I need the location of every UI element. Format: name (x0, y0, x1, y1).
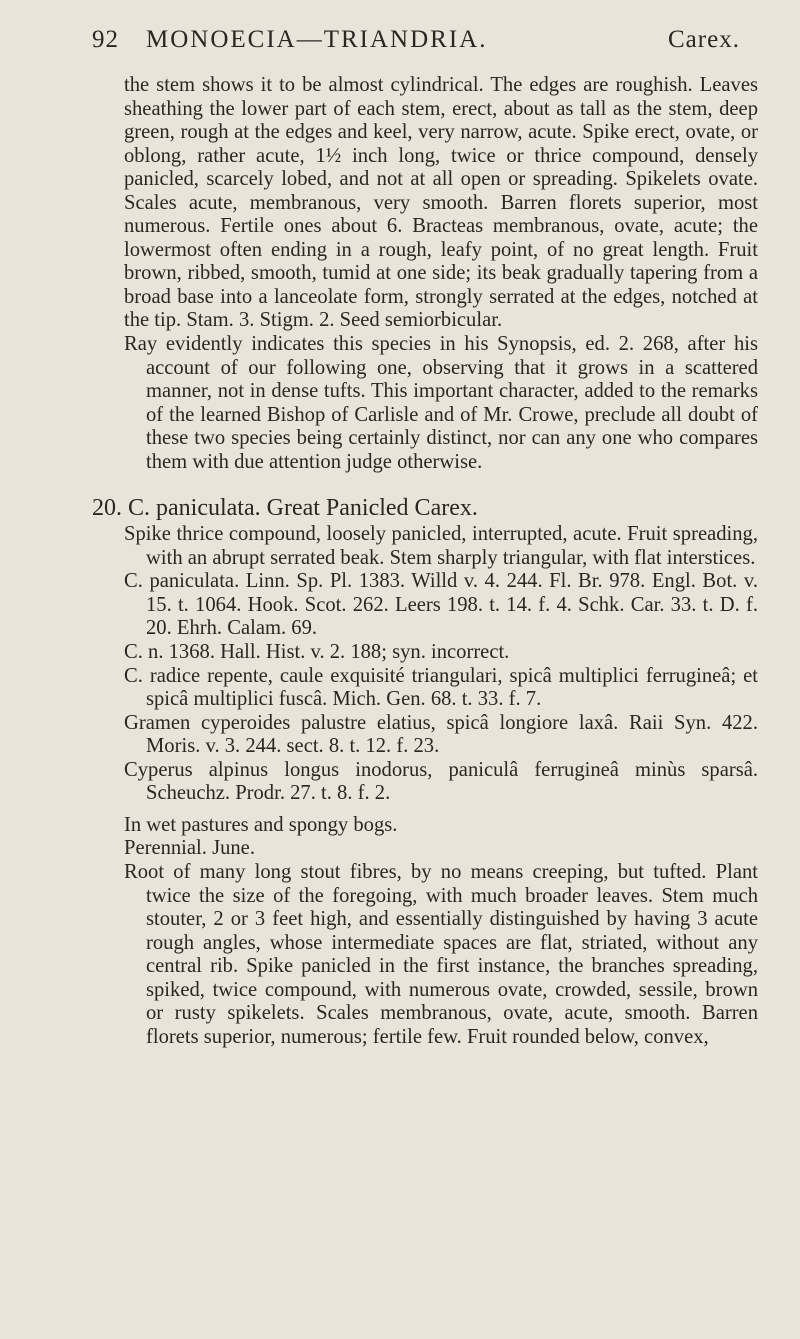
page-number: 92 (92, 26, 119, 53)
habitat: In wet pastures and spongy bogs. (124, 813, 398, 836)
duration: Perennial. June. (124, 837, 255, 860)
genus-label: Carex. (668, 26, 740, 53)
synonym-entry: C. n. 1368. Hall. Hist. v. 2. 188; syn. incorrect. (124, 641, 510, 664)
species-description: Root of many long stout fibres, by no means creeping, but tufted. Plant twice the size of the foregoing, with much broader leaves. Stem much stouter, 2 or 3 feet high, and essentially distinguished by having 3 acute rough angles, whose intermediate spaces are flat, striated, without any central rib. Spike panicled in the first instance, the branches spreading, spiked, twice compound, with numerous ovate, crowded, sessile, brown or rusty spikelets. Scales membranous, ovate, acute, smooth. Barren florets superior, numerous; fertile few. Fruit rounded below, convex, (124, 860, 758, 1048)
ray-remark: Ray evidently indicates this species in his Synopsis, ed. 2. 268, after his account of our following one, observing that it grows in a scattered manner, not in dense tufts. This important character, added to the remarks of the learned Bishop of Carlisle and of Mr. Crowe, preclude all doubt of these two species being certainly distinct, nor can any one who compares them with due attention judge otherwise. (124, 333, 758, 473)
synonym-entry: Gramen cyperoides palustre elatius, spicâ longiore laxâ. Raii Syn. 422. Moris. v. 3. 244. sect. 8. t. 12. f. 23. (124, 711, 758, 758)
synonym-entry: C. paniculata. Linn. Sp. Pl. 1383. Willd v. 4. 244. Fl. Br. 978. Engl. Bot. v. 15. t. 1064. Hook. Scot. 262. Leers 198. t. 14. f. 4. Schk. Car. 33. t. D. f. 20. Ehrh. Calam. 69. (124, 570, 758, 640)
body-text (92, 74, 758, 1049)
spacer (124, 806, 758, 814)
synonym-entry: C. radice repente, caule exquisité triangulari, spicâ multiplici ferrugineâ; et spicâ multiplici fuscâ. Mich. Gen. 68. t. 33. f. 7. (124, 664, 758, 711)
running-title: MONOECIA—TRIANDRIA. (146, 26, 488, 53)
continued-description: the stem shows it to be almost cylindrical. The edges are roughish. Leaves sheathing the lower part of each stem, erect, about as tall as the stem, deep green, rough at the edges and keel, very narrow, acute. Spike erect, ovate, or oblong, rather acute, 1½ inch long, twice or thrice compound, densely panicled, scarcely lobed, and not at all open or spreading. Spikelets ovate. Scales acute, membranous, very smooth. Barren florets superior, most numerous. Fertile ones about 6. Bracteas membranous, ovate, acute; the lowermost often ending in a rough, leafy point, of no great length. Fruit brown, ribbed, smooth, tumid at one side; its beak gradually tapering from a broad base into a lanceolate form, strongly serrated at the edges, notched at the tip. Stam. 3. Stigm. 2. Seed semiorbicular. (124, 74, 758, 332)
running-header (92, 18, 752, 58)
species-diagnosis: Spike thrice compound, loosely panicled, interrupted, acute. Fruit spreading, with an abrupt serrated beak. Stem sharply triangular, with flat interstices. (124, 523, 758, 569)
synonym-entry: Cyperus alpinus longus inodorus, paniculâ ferrugineâ minùs sparsâ. Scheuchz. Prodr. 27. t. 8. f. 2. (124, 758, 758, 805)
species-title: 20. C. paniculata. Great Panicled Carex. (92, 495, 478, 522)
